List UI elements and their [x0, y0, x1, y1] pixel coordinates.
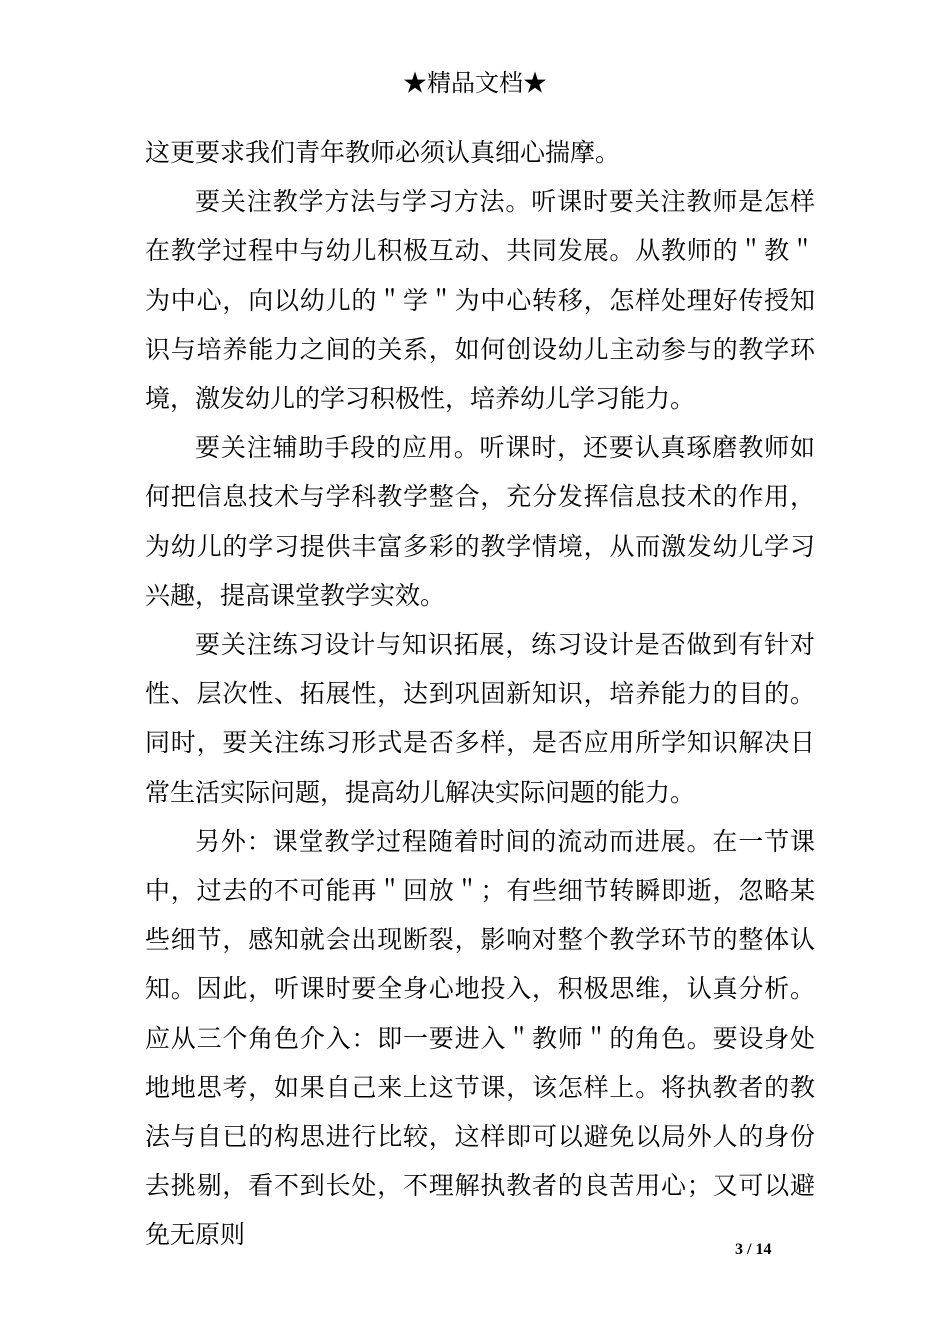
document-body [145, 128, 815, 1260]
paragraph-exercise-design: 要关注练习设计与知识拓展，练习设计是否做到有针对性、层次性、拓展性，达到巩固新知识，培养能力的目的。同时，要关注练习形式是否多样，是否应用所学知识解决日常生活实际问题，提高幼儿解决实际问题的能力。 [145, 630, 815, 807]
paragraph-auxiliary-means: 要关注辅助手段的应用。听课时，还要认真琢磨教师如何把信息技术与学科教学整合，充分发挥信息技术的作用，为幼儿的学习提供丰富多彩的教学情境，从而激发幼儿学习兴趣，提高课堂教学实效。 [145, 433, 815, 610]
page-header: ★精品文档★ [403, 69, 547, 97]
paragraph-continuation: 这更要求我们青年教师必须认真细心揣摩。 [145, 138, 621, 167]
paragraph-teaching-methods: 要关注教学方法与学习方法。听课时要关注教师是怎样在教学过程中与幼儿积极互动、共同发展。从教师的＂教＂为中心，向以幼儿的＂学＂为中心转移，怎样处理好传授知识与培养能力之间的关系，如何创设幼儿主动参与的教学环境，激发幼儿的学习积极性，培养幼儿学习能力。 [145, 187, 815, 414]
paragraph-additionally: 另外：课堂教学过程随着时间的流动而进展。在一节课中，过去的不可能再＂回放＂；有些细节转瞬即逝，忽略某些细节，感知就会出现断裂，影响对整个教学环节的整体认知。因此，听课时要全身心地投入，积极思维，认真分析。应从三个角色介入：即一要进入＂教师＂的角色。要设身处地地思考，如果自己来上这节课，该怎样上。将执教者的教法与自已的构思进行比较，这样即可以避免以局外人的身份去挑剔，看不到长处，不理解执教者的良苦用心；又可以避免无原则 [145, 826, 815, 1250]
page-number: 3 / 14 [735, 1241, 772, 1258]
